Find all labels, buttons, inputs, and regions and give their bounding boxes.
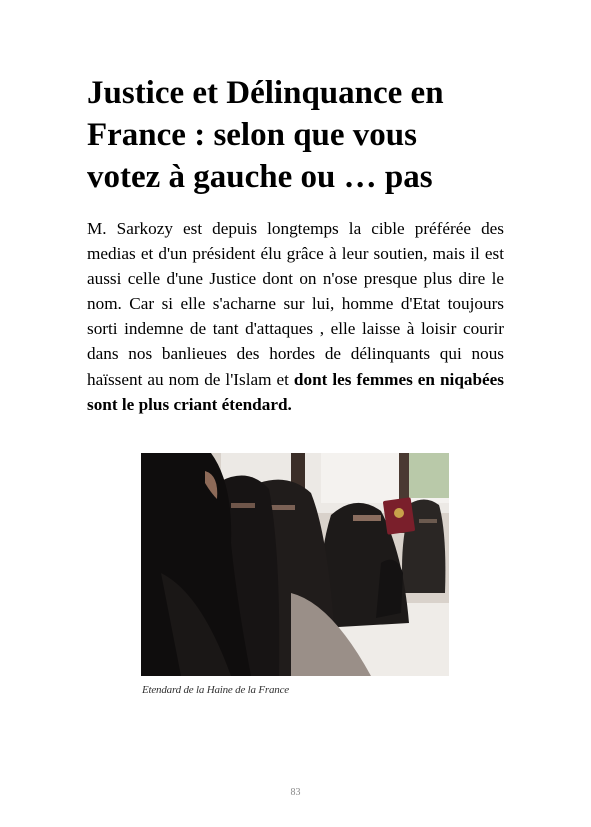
article-title xyxy=(87,72,517,198)
photo-women-in-niqab-icon xyxy=(141,453,449,676)
photo-caption: Etendard de la Haine de la France xyxy=(142,684,289,696)
page-number: 83 xyxy=(290,787,301,798)
title-line-3: votez à gauche ou … pas xyxy=(87,159,433,195)
article-body-emphasis: dont les femmes en niqabées sont le plus criant étendard. xyxy=(87,369,504,414)
title-line-2: France : selon que vous xyxy=(87,117,417,153)
title-line-1: Justice et Délinquance en xyxy=(87,75,444,111)
article-body xyxy=(87,216,504,417)
article-body-text: M. Sarkozy est depuis longtemps la cible préférée des medias et d'un président élu grâce à leur soutien, mais il est aussi celle d'une Justice dont on n'ose presque plus dire le nom. Car si elle s'acharne sur lui, homme d'Etat toujours sorti indemne de tant d'attaques , elle laisse à loisir courir dans nos banlieues des hordes de délinquants qui nous haïssent au nom de l'Islam et xyxy=(87,219,504,389)
article-photo xyxy=(141,453,449,676)
